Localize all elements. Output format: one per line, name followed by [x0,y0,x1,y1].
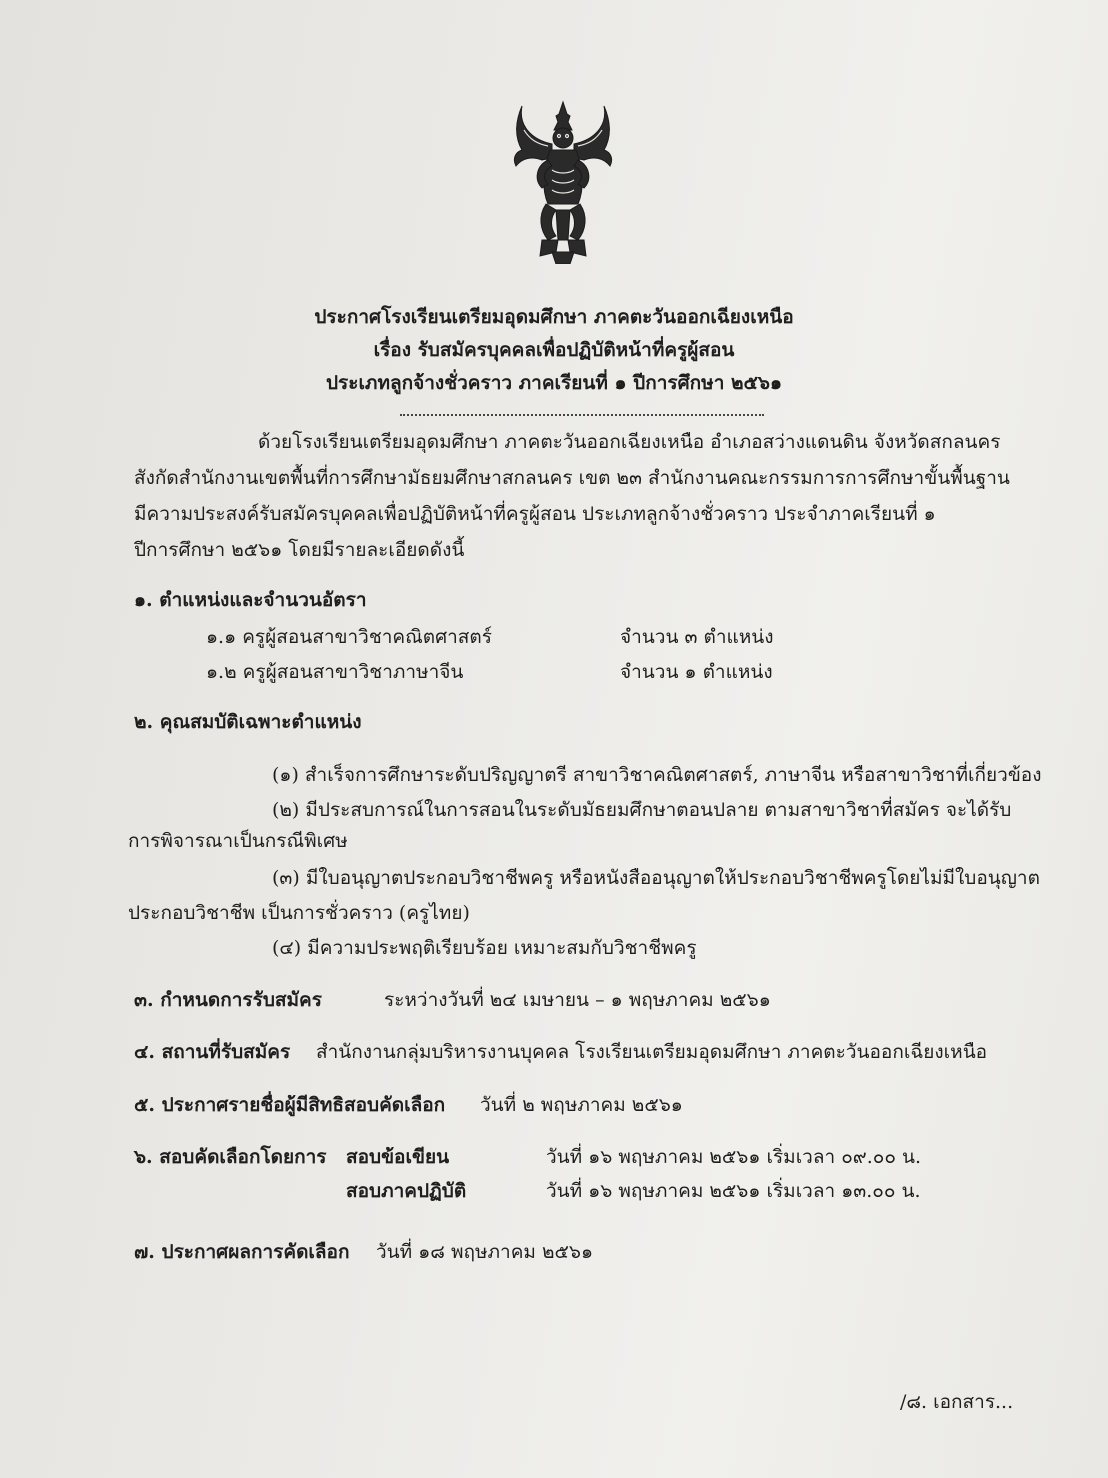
position-2-count: จำนวน ๑ ตำแหน่ง [620,661,773,683]
heading-line-2: เรื่อง รับสมัครบุคคลเพื่อปฏิบัติหน้าที่ครูผู้สอน [373,339,735,361]
separator-dotted-line [400,414,764,416]
section-4-label: ๔. สถานที่รับสมัคร [134,1041,291,1063]
intro-line-1: ด้วยโรงเรียนเตรียมอุดมศึกษา ภาคตะวันออกเฉียงเหนือ อำเภอสว่างแดนดิน จังหวัดสกลนคร [258,431,1001,453]
heading-line-1: ประกาศโรงเรียนเตรียมอุดมศึกษา ภาคตะวันออกเฉียงเหนือ [314,306,794,328]
heading-line-3: ประเภทลูกจ้างชั่วคราว ภาคเรียนที่ ๑ ปีการศึกษา ๒๕๖๑ [325,372,783,394]
position-2-name: ๑.๒ ครูผู้สอนสาขาวิชาภาษาจีน [206,661,464,683]
intro-line-4: ปีการศึกษา ๒๕๖๑ โดยมีรายละเอียดดังนี้ [134,539,465,561]
qualification-4: (๔) มีความประพฤติเรียบร้อย เหมาะสมกับวิชาชีพครู [272,937,697,959]
section-5-value: วันที่ ๒ พฤษภาคม ๒๕๖๑ [480,1094,683,1116]
section-6-label: ๖. สอบคัดเลือกโดยการ [134,1146,327,1168]
position-1-count: จำนวน ๓ ตำแหน่ง [620,626,774,648]
section-3-label: ๓. กำหนดการรับสมัคร [134,989,322,1011]
page-continuation: /๘. เอกสาร... [900,1391,1014,1413]
qualification-2-line-2: การพิจารณาเป็นกรณีพิเศษ [128,830,348,852]
section-1-title: ๑. ตำแหน่งและจำนวนอัตรา [134,589,367,611]
qualification-3-line-1: (๓) มีใบอนุญาตประกอบวิชาชีพครู หรือหนังสืออนุญาตให้ประกอบวิชาชีพครูโดยไม่มีใบอนุญาต [272,867,1040,889]
section-2-title: ๒. คุณสมบัติเฉพาะตำแหน่ง [134,711,362,733]
garuda-emblem-icon [512,100,614,264]
written-exam-label: สอบข้อเขียน [346,1146,450,1168]
section-3-value: ระหว่างวันที่ ๒๔ เมษายน – ๑ พฤษภาคม ๒๕๖๑ [384,989,771,1011]
position-1-name: ๑.๑ ครูผู้สอนสาขาวิชาคณิตศาสตร์ [206,626,492,648]
qualification-3-line-2: ประกอบวิชาชีพ เป็นการชั่วคราว (ครูไทย) [128,902,470,924]
practical-exam-label: สอบภาคปฏิบัติ [346,1180,467,1202]
qualification-1: (๑) สำเร็จการศึกษาระดับปริญญาตรี สาขาวิชาคณิตศาสตร์, ภาษาจีน หรือสาขาวิชาที่เกี่ยวข้อง [272,764,1042,786]
intro-line-3: มีความประสงค์รับสมัครบุคคลเพื่อปฏิบัติหน้าที่ครูผู้สอน ประเภทลูกจ้างชั่วคราว ประจำภาคเรียนที่ ๑ [134,503,936,525]
written-exam-value: วันที่ ๑๖ พฤษภาคม ๒๕๖๑ เริ่มเวลา ๐๙.๐๐ น. [546,1146,922,1168]
qualification-2-line-1: (๒) มีประสบการณ์ในการสอนในระดับมัธยมศึกษาตอนปลาย ตามสาขาวิชาที่สมัคร จะได้รับ [272,799,1012,821]
intro-line-2: สังกัดสำนักงานเขตพื้นที่การศึกษามัธยมศึกษาสกลนคร เขต ๒๓ สำนักงานคณะกรรมการการศึกษาขั้นพื้นฐาน [134,467,1010,489]
practical-exam-value: วันที่ ๑๖ พฤษภาคม ๒๕๖๑ เริ่มเวลา ๑๓.๐๐ น. [546,1180,921,1202]
section-7-value: วันที่ ๑๘ พฤษภาคม ๒๕๖๑ [376,1241,594,1263]
section-5-label: ๕. ประกาศรายชื่อผู้มีสิทธิสอบคัดเลือก [134,1094,446,1116]
section-4-value: สำนักงานกลุ่มบริหารงานบุคคล โรงเรียนเตรียมอุดมศึกษา ภาคตะวันออกเฉียงเหนือ [316,1041,988,1063]
section-7-label: ๗. ประกาศผลการคัดเลือก [134,1241,350,1263]
